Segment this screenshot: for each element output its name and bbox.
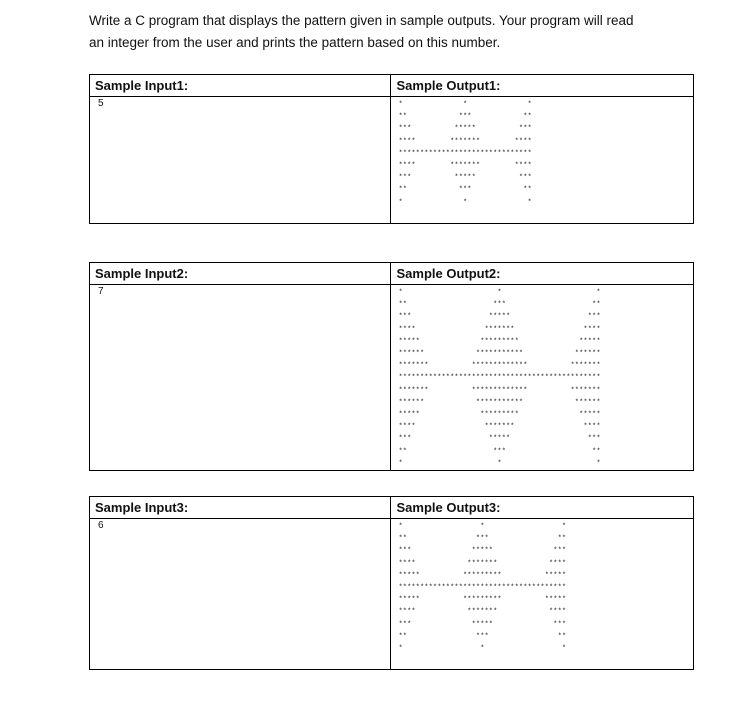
sample-input-value: 5	[98, 98, 104, 109]
sample-input-cell	[90, 97, 391, 224]
sample-output-pattern: * * * ** *** ** *** ***** *** **** ******* **** ***** ********* ***** *************************************** ***** ********* ***** **** ******* **** *** ***** *** ** *** ** * * *	[398, 523, 567, 654]
sample-input-cell	[90, 519, 391, 670]
sample-output-header: Sample Output1:	[391, 75, 694, 97]
sample-output-pattern: * * * ** *** ** *** ***** *** **** ******* **** ***** ********* ***** ****** *********** ****** ******* ************* ******* *********************************************** ******* ************* ******* ****** *********** ****** ***** ********* ***** **** ******* **** *** ***** *** ** *** ** * * *	[398, 289, 601, 468]
sample-output-cell	[391, 285, 694, 471]
instructions	[89, 10, 689, 54]
sample-table-3	[89, 496, 694, 670]
sample-table-2	[89, 262, 694, 471]
sample-input-header: Sample Input1:	[90, 75, 391, 97]
sample-output-pattern: * * * ** *** ** *** ***** *** **** ******* **** ******************************* **** ******* **** *** ***** *** ** *** ** * * *	[398, 101, 532, 207]
sample-input-value: 7	[98, 286, 104, 297]
sample-output-cell	[391, 519, 694, 670]
sample-output-header: Sample Output3:	[391, 497, 694, 519]
sample-table-1	[89, 74, 694, 224]
sample-input-header: Sample Input3:	[90, 497, 391, 519]
sample-output-cell	[391, 97, 694, 224]
sample-input-cell	[90, 285, 391, 471]
sample-input-value: 6	[98, 520, 104, 531]
instructions-line-1: Write a C program that displays the pattern given in sample outputs. Your program will read	[89, 13, 634, 28]
sample-output-header: Sample Output2:	[391, 263, 694, 285]
instructions-line-2: an integer from the user and prints the pattern based on this number.	[89, 35, 501, 50]
sample-input-header: Sample Input2:	[90, 263, 391, 285]
